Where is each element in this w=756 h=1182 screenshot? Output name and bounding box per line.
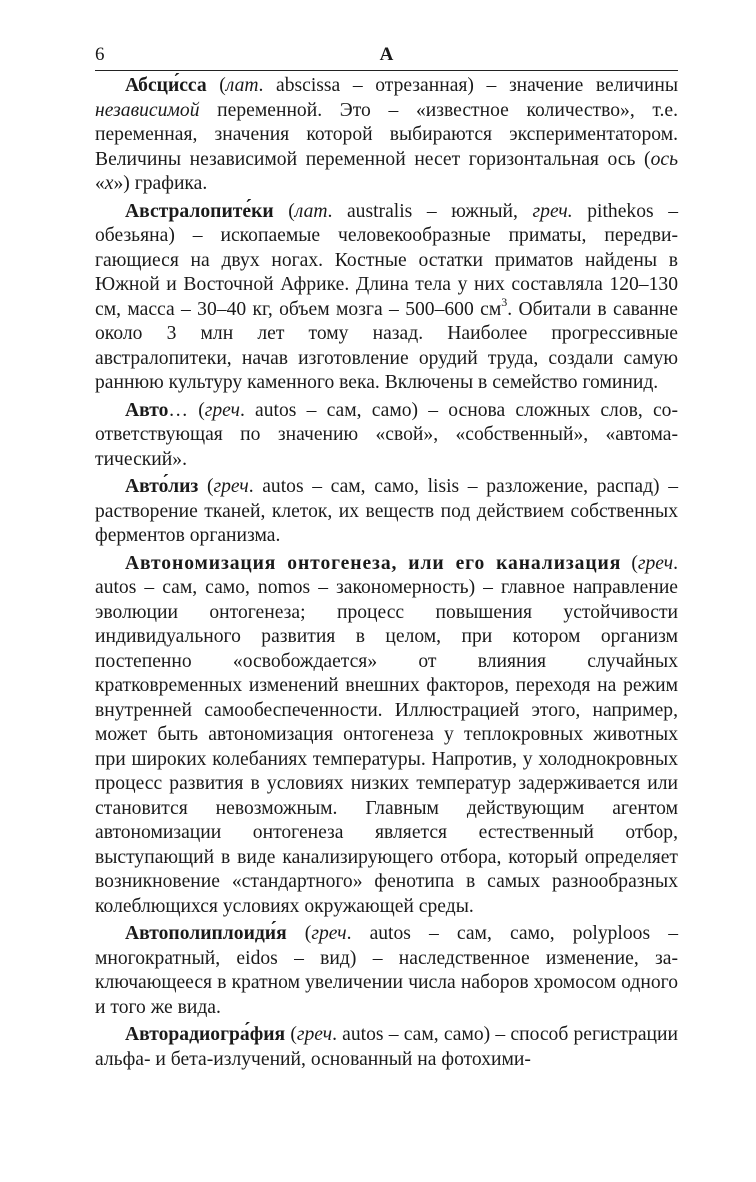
entry-text: греч <box>296 1024 333 1045</box>
entry-term: Авто <box>125 399 169 421</box>
entry-text: греч <box>637 552 674 574</box>
entry-text: … ( <box>168 399 205 421</box>
entry-text: . Обитали в саванне около 3 млн лет тому назад. Наиболее прогрессивные австралопитеки, начав изготовление орудий труда, создали самую раннюю культуру каменного века. Включены в семейство гоминид. <box>95 298 679 393</box>
entry-text: 3 <box>501 294 508 309</box>
entry-text: ( <box>286 923 312 944</box>
entry-text: лат <box>294 200 328 222</box>
entry-text: . abscissa – отрезанная) – значение величины <box>258 75 678 96</box>
entry-text: . autos – сам, само, nomos – закономерность) – главное направление эволюции онтогенеза; процесс повышения устойчивости индивидуального развития в целом, при котором организм постепенно «освобождается» от влияния случайных кратковременных изменений внешних факторов, переходя на режим внутренней самообеспеченности. Иллюстрацией этого, например, может быть автономизация онтогенеза у теплокровных животных при широких колебаниях температуры. Напротив, у холоднокровных процесс развития в условиях низких температур задерживается или становится невозможным. Главным действующим агентом автономизации онтогенеза является естественный отбор, выступающий в виде канализирующего отбора, который определяет возникновение «стандартного» фенотипа в самых разнообразных колеблющихся условиях окружающей среды. <box>95 552 678 917</box>
dictionary-entry <box>95 552 678 920</box>
dictionary-entry <box>95 74 678 197</box>
entry-text: независимой <box>95 99 200 121</box>
entry-text: . autos – сам, само) – способ регистрации альфа- и бета-излучений, основанный на фотохими- <box>95 1024 678 1070</box>
entry-text: ( <box>621 552 638 574</box>
entry-text: « <box>95 173 105 194</box>
entry-text: ») графика. <box>113 173 208 194</box>
dictionary-entry <box>95 922 678 1020</box>
entry-term: Абсци́сса <box>125 75 207 96</box>
entry-term: Автополиплоиди́я <box>125 923 287 944</box>
entry-text: pithekos – обезьяна) – ископаемые человекообразные приматы, передвигающиеся на двух ногах. Костные остатки приматов найдены в Южной и Восточной Африке. Длина тела у них составляла 120–130 см, масса – 30–40 кг, объем мозга – 500–600 см <box>95 200 678 320</box>
dictionary-entries <box>95 74 678 1075</box>
entry-text: ( <box>285 1024 297 1045</box>
entry-text: ( <box>273 200 295 222</box>
entry-text: греч <box>204 399 240 421</box>
dictionary-entry <box>95 475 678 549</box>
entry-text: . autos – сам, само) – основа сложных слов, соответствующая по значению «свой», «собственный», «автоматический». <box>95 399 678 470</box>
entry-text: . australis – южный, <box>327 200 533 222</box>
page-number: 6 <box>95 44 105 65</box>
entry-term: Авторадиогра́фия <box>125 1024 286 1045</box>
entry-text: . autos – сам, само, lisis – разложение, распад) – растворение тканей, клеток, их веществ под действием собственных ферментов организма. <box>95 476 678 546</box>
entry-text: лат <box>225 75 259 96</box>
entry-term: Австралопите́ки <box>125 200 274 222</box>
entry-term: Автономизация онтогенеза, или его канализация <box>125 552 622 574</box>
dictionary-entry <box>95 399 678 473</box>
entry-text: ось <box>650 148 678 170</box>
dictionary-entry <box>95 1023 678 1072</box>
entry-term: Авто́лиз <box>125 476 199 497</box>
entry-text: переменной. Это – «известное количество», т.е. переменная, значения которой выбираются экспериментатором. Величины независимой переменной несет горизонтальная ось ( <box>95 99 678 170</box>
header-rule <box>95 70 678 71</box>
page-header <box>95 44 678 70</box>
entry-text: греч. <box>532 200 573 222</box>
entry-text: x <box>104 173 114 194</box>
running-head: А <box>379 44 394 65</box>
entry-text: греч <box>213 476 249 497</box>
dictionary-entry <box>95 200 678 396</box>
entry-text: ( <box>198 476 214 497</box>
entry-text: . autos – сам, само, polyploos – многократный, eidos – вид) – наследственное изменение, заключающееся в кратном увеличении числа наборов хромосом одного и того же вида. <box>95 923 678 1018</box>
entry-text: греч <box>311 923 347 944</box>
entry-text: ( <box>206 75 226 96</box>
